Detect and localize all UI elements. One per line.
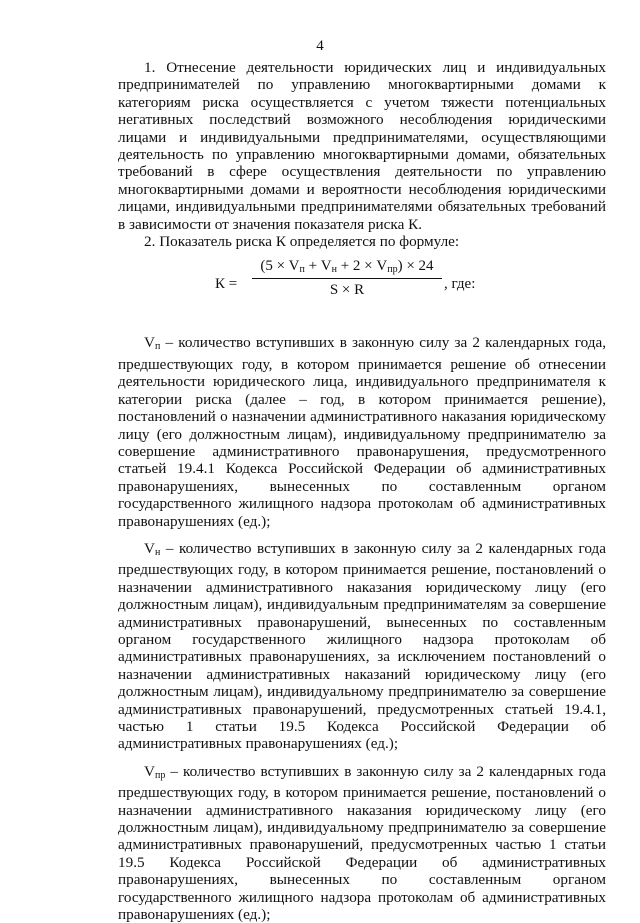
formula-denominator: S × R	[329, 282, 365, 299]
numerator-part-two: + 2 × V	[336, 258, 388, 275]
vp-text: – количество вступивших в законную силу за 2 календарных года, предшествующих году, в котором принимается решение об отнесении деятельности юридического лица, индивидуального предпринимателя к категории риска (далее – год, в котором принимается решение), постановлений о назначении административного наказания юридическому лицу (его должностным лицам), индивидуальному предпринимателю за совершение административного правонарушения, предусмотренного статьей 19.4.1 Кодекса Российской Федерации об административных правонарушениях, вынесенных по составленным органом государственного жилищного надзора протоколам об административных правонарушениях (ед.);	[118, 334, 606, 530]
vn-text: – количество вступивших в законную силу за 2 календарных года предшествующих году, в котором принимается решение, постановлений о назначении административного наказания юридическому лицу (его должностным лицам), индивидуальным предпринимателям за совершение административных правонарушений, вынесенных по составленным органом государственного жилищного надзора протоколам об административных правонарушениях, за исключением постановлений о назначении административных наказаний юридическому лицу (его должностным лицам), индивидуальному предпринимателю за совершение административных правонарушений, предусмотренных статьей 19.4.1, частью 1 статьи 19.5 Кодекса Российской Федерации об административных правонарушениях (ед.);	[118, 539, 606, 753]
vn-symbol: V	[144, 539, 155, 557]
numerator-part-open: (5 × V	[260, 258, 300, 275]
vpr-symbol: V	[144, 762, 155, 780]
subscript-n: н	[331, 264, 337, 276]
numerator-part-close: ) × 24	[397, 258, 434, 275]
subscript-pr: пр	[387, 264, 398, 276]
vp-symbol: V	[144, 334, 155, 352]
vpr-subscript: пр	[154, 769, 166, 781]
paragraph-2: 2. Показатель риска К определяется по формуле:	[144, 233, 460, 251]
risk-formula	[118, 254, 606, 320]
document-body	[118, 59, 606, 923]
definition-vn	[118, 540, 606, 753]
vp-subscript: п	[154, 341, 161, 353]
formula-tail: , где:	[444, 276, 476, 293]
vn-subscript: н	[154, 546, 161, 558]
paragraph-1: 1. Отнесение деятельности юридических лиц и индивидуальных предпринимателей по управлению многоквартирными домами к категориям риска осуществляется с учетом тяжести потенциальных негативных последствий возможного несоблюдения юридическими лицами и индивидуальными предпринимателями, осуществляющими деятельность по управлению многоквартирными домами, обязательных требований в сфере осуществления деятельности по управлению многоквартирными домами и вероятности несоблюдения юридическими лицами, индивидуальными предпринимателями обязательных требований в зависимости от значения показателя риска К.	[118, 59, 606, 233]
page-number: 4	[316, 38, 324, 54]
subscript-p: п	[299, 264, 305, 276]
definition-vp	[118, 334, 606, 529]
definition-vpr	[118, 763, 606, 923]
formula-fraction	[252, 258, 442, 299]
numerator-part-vn: + V	[304, 258, 332, 275]
vpr-text: – количество вступивших в законную силу за 2 календарных года предшествующих году, в котором принимается решение, постановлений о назначении административного наказания юридическому лицу (его должностным лицам), индивидуальному предпринимателю за совершение административных правонарушений, предусмотренных частью 1 статьи 19.5 Кодекса Российской Федерации об административных правонарушениях, вынесенных по составленным органом государственного жилищного надзора протоколам об административных правонарушениях (ед.);	[118, 762, 606, 923]
formula-numerator	[252, 258, 442, 278]
formula-lhs: К =	[215, 276, 238, 293]
